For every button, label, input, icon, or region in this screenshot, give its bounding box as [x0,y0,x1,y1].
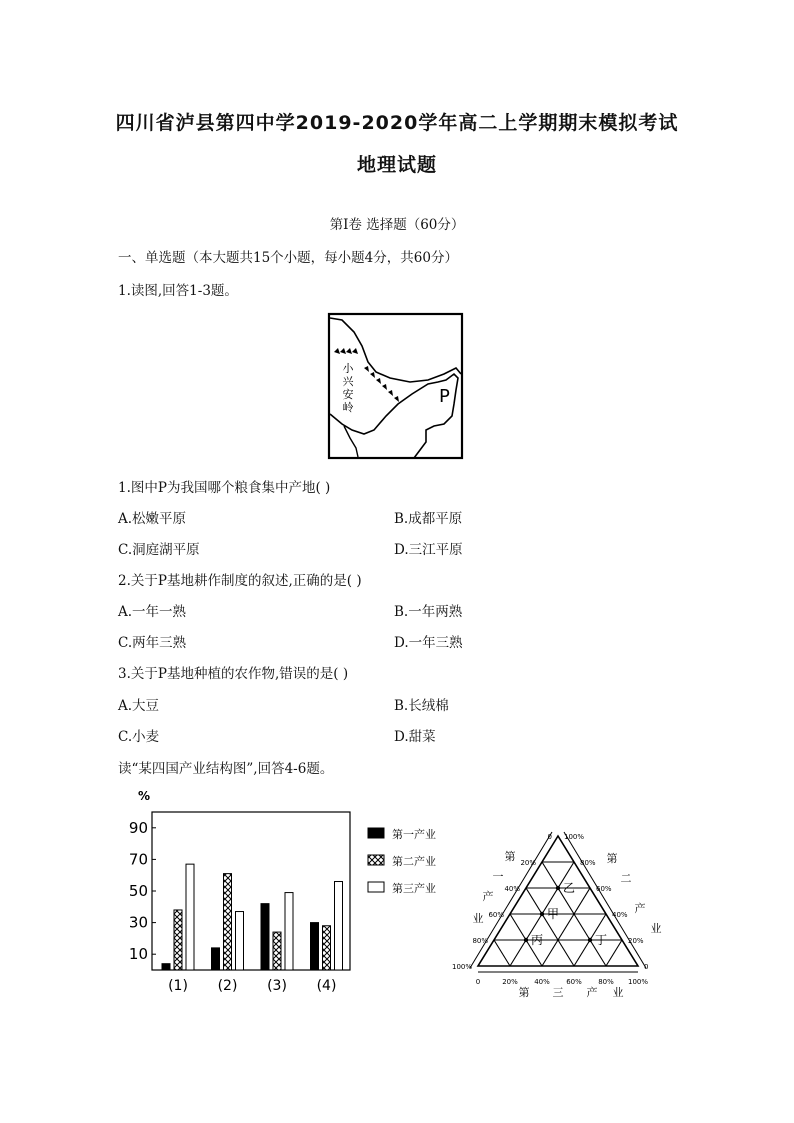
tick-label-left: 100% [451,963,472,971]
map-label-char: 小 [342,362,354,375]
ternary-point-label: 乙 [563,881,576,895]
map-point-p: P [439,386,450,407]
map-figure [326,312,466,462]
q2-option-c[interactable]: C.两年三熟 [118,635,187,651]
tick-label-right: 20% [628,937,644,945]
question-3: 3.关于P基地种植的农作物,错误的是( ) [118,666,349,682]
q3-option-c[interactable]: C.小麦 [118,729,160,745]
axis-title-left-char: 业 [472,912,484,925]
axis-title-right-char: 第 [606,852,618,865]
section-instructions: 一、单选题（本大题共15个小题，每小题4分，共60分） [118,250,458,266]
map-label-char: 安 [342,388,354,401]
q2-option-a[interactable]: A.一年一熟 [118,604,187,620]
question-1: 1.图中P为我国哪个粮食集中产地( ) [118,480,331,496]
ternary-point [524,938,528,942]
legend-label: 第三产业 [392,882,436,895]
tick-label-bottom: 100% [627,978,649,986]
y-tick-label: 30 [128,913,148,932]
legend-swatch [368,828,384,838]
paper-subtitle: 地理试题 [356,154,437,176]
bar-1-3 [261,904,269,970]
bar-2-1 [174,910,182,970]
axis-title-right-char: 二 [620,872,632,885]
axis-title-right-char: 产 [634,902,646,915]
legend-label: 第二产业 [392,855,436,868]
bar-3-2 [236,912,244,970]
grid-line [526,888,574,966]
bar-1-1 [162,964,170,970]
tick-label-bottom: 20% [502,978,518,986]
bar-2-2 [224,874,232,970]
x-category-label: (3) [267,978,287,994]
y-tick-label: 70 [128,850,148,869]
axis-title-left-char: 第 [504,850,516,863]
tick-label-left: 0 [547,833,552,841]
q1-option-b[interactable]: B.成都平原 [394,511,463,527]
tick-label-right: 40% [612,911,628,919]
tick-label-left: 80% [472,937,488,945]
q2-option-d[interactable]: D.一年三熟 [394,635,463,651]
industry-ternary-chart [448,822,678,1002]
y-tick-label: 10 [128,945,148,964]
tick-label-right: 0 [644,963,649,971]
legend-label: 第一产业 [392,828,436,841]
ternary-point [556,886,560,890]
q1-option-c[interactable]: C.洞庭湖平原 [118,542,200,558]
map-label-char: 岭 [342,401,354,414]
section-heading: 第Ⅰ卷 选择题（60分） [329,217,465,233]
axis-title-bottom-char: 第 [518,986,530,999]
bar-3-1 [186,864,194,970]
question-2: 2.关于P基地耕作制度的叙述,正确的是( ) [118,573,362,589]
q3-option-a[interactable]: A.大豆 [118,698,160,714]
bar-2-4 [323,926,331,970]
q2-option-b[interactable]: B.一年两熟 [394,604,463,620]
axis-title-bottom-char: 产 [586,986,598,999]
tick-label-right: 80% [580,859,596,867]
bar-2-3 [273,932,281,970]
tick-label-bottom: 0 [475,978,481,986]
tick-label-right: 60% [596,885,612,893]
q1-option-d[interactable]: D.三江平原 [394,542,463,558]
bar-3-4 [335,882,343,970]
bar-3-3 [285,893,293,970]
axis-title-right-char: 业 [650,922,662,935]
axis-title-bottom-char: 业 [612,986,624,999]
q1-option-a[interactable]: A.松嫩平原 [118,511,187,527]
ternary-point-label: 丁 [595,933,608,947]
x-category-label: (1) [168,978,188,994]
tick-label-bottom: 60% [566,978,582,986]
legend-swatch [368,882,384,892]
intro-q1-3: 1.读图,回答1-3题。 [118,283,238,299]
grid-line [606,940,622,966]
y-tick-label: 50 [128,882,148,900]
ternary-point-label: 丙 [531,933,544,947]
map-label-char: 兴 [342,375,354,388]
x-category-label: (2) [217,978,238,994]
y-tick-label: 90 [128,818,148,837]
ternary-point [540,912,544,916]
tick-label-left: 60% [488,911,504,919]
tick-label-left: 40% [504,885,520,893]
bar-1-2 [212,948,220,970]
q3-option-b[interactable]: B.长绒棉 [394,698,449,714]
axis-arrow [564,832,646,968]
ternary-point-label: 甲 [547,907,560,921]
axis-title-left-char: 产 [482,890,494,903]
bar-1-4 [311,923,319,970]
tick-label-bottom: 80% [598,978,614,986]
industry-bar-chart [120,788,450,998]
x-category-label: (4) [316,978,337,994]
ternary-point [588,938,592,942]
axis-title-bottom-char: 三 [552,986,564,999]
tick-label-left: 20% [520,859,536,867]
q3-option-d[interactable]: D.甜菜 [394,729,436,745]
grid-line [542,888,590,966]
tick-label-bottom: 40% [534,978,550,986]
grid-line [494,940,510,966]
tick-label-right: 100% [564,833,585,841]
intro-q4-6: 读“某四国产业结构图”,回答4-6题。 [118,761,334,777]
paper-title: 四川省泸县第四中学2019-2020学年高二上学期期末模拟考试 [115,112,679,134]
legend-swatch [368,855,384,865]
y-unit-label: % [137,789,151,803]
axis-title-left-char: 一 [492,870,504,883]
